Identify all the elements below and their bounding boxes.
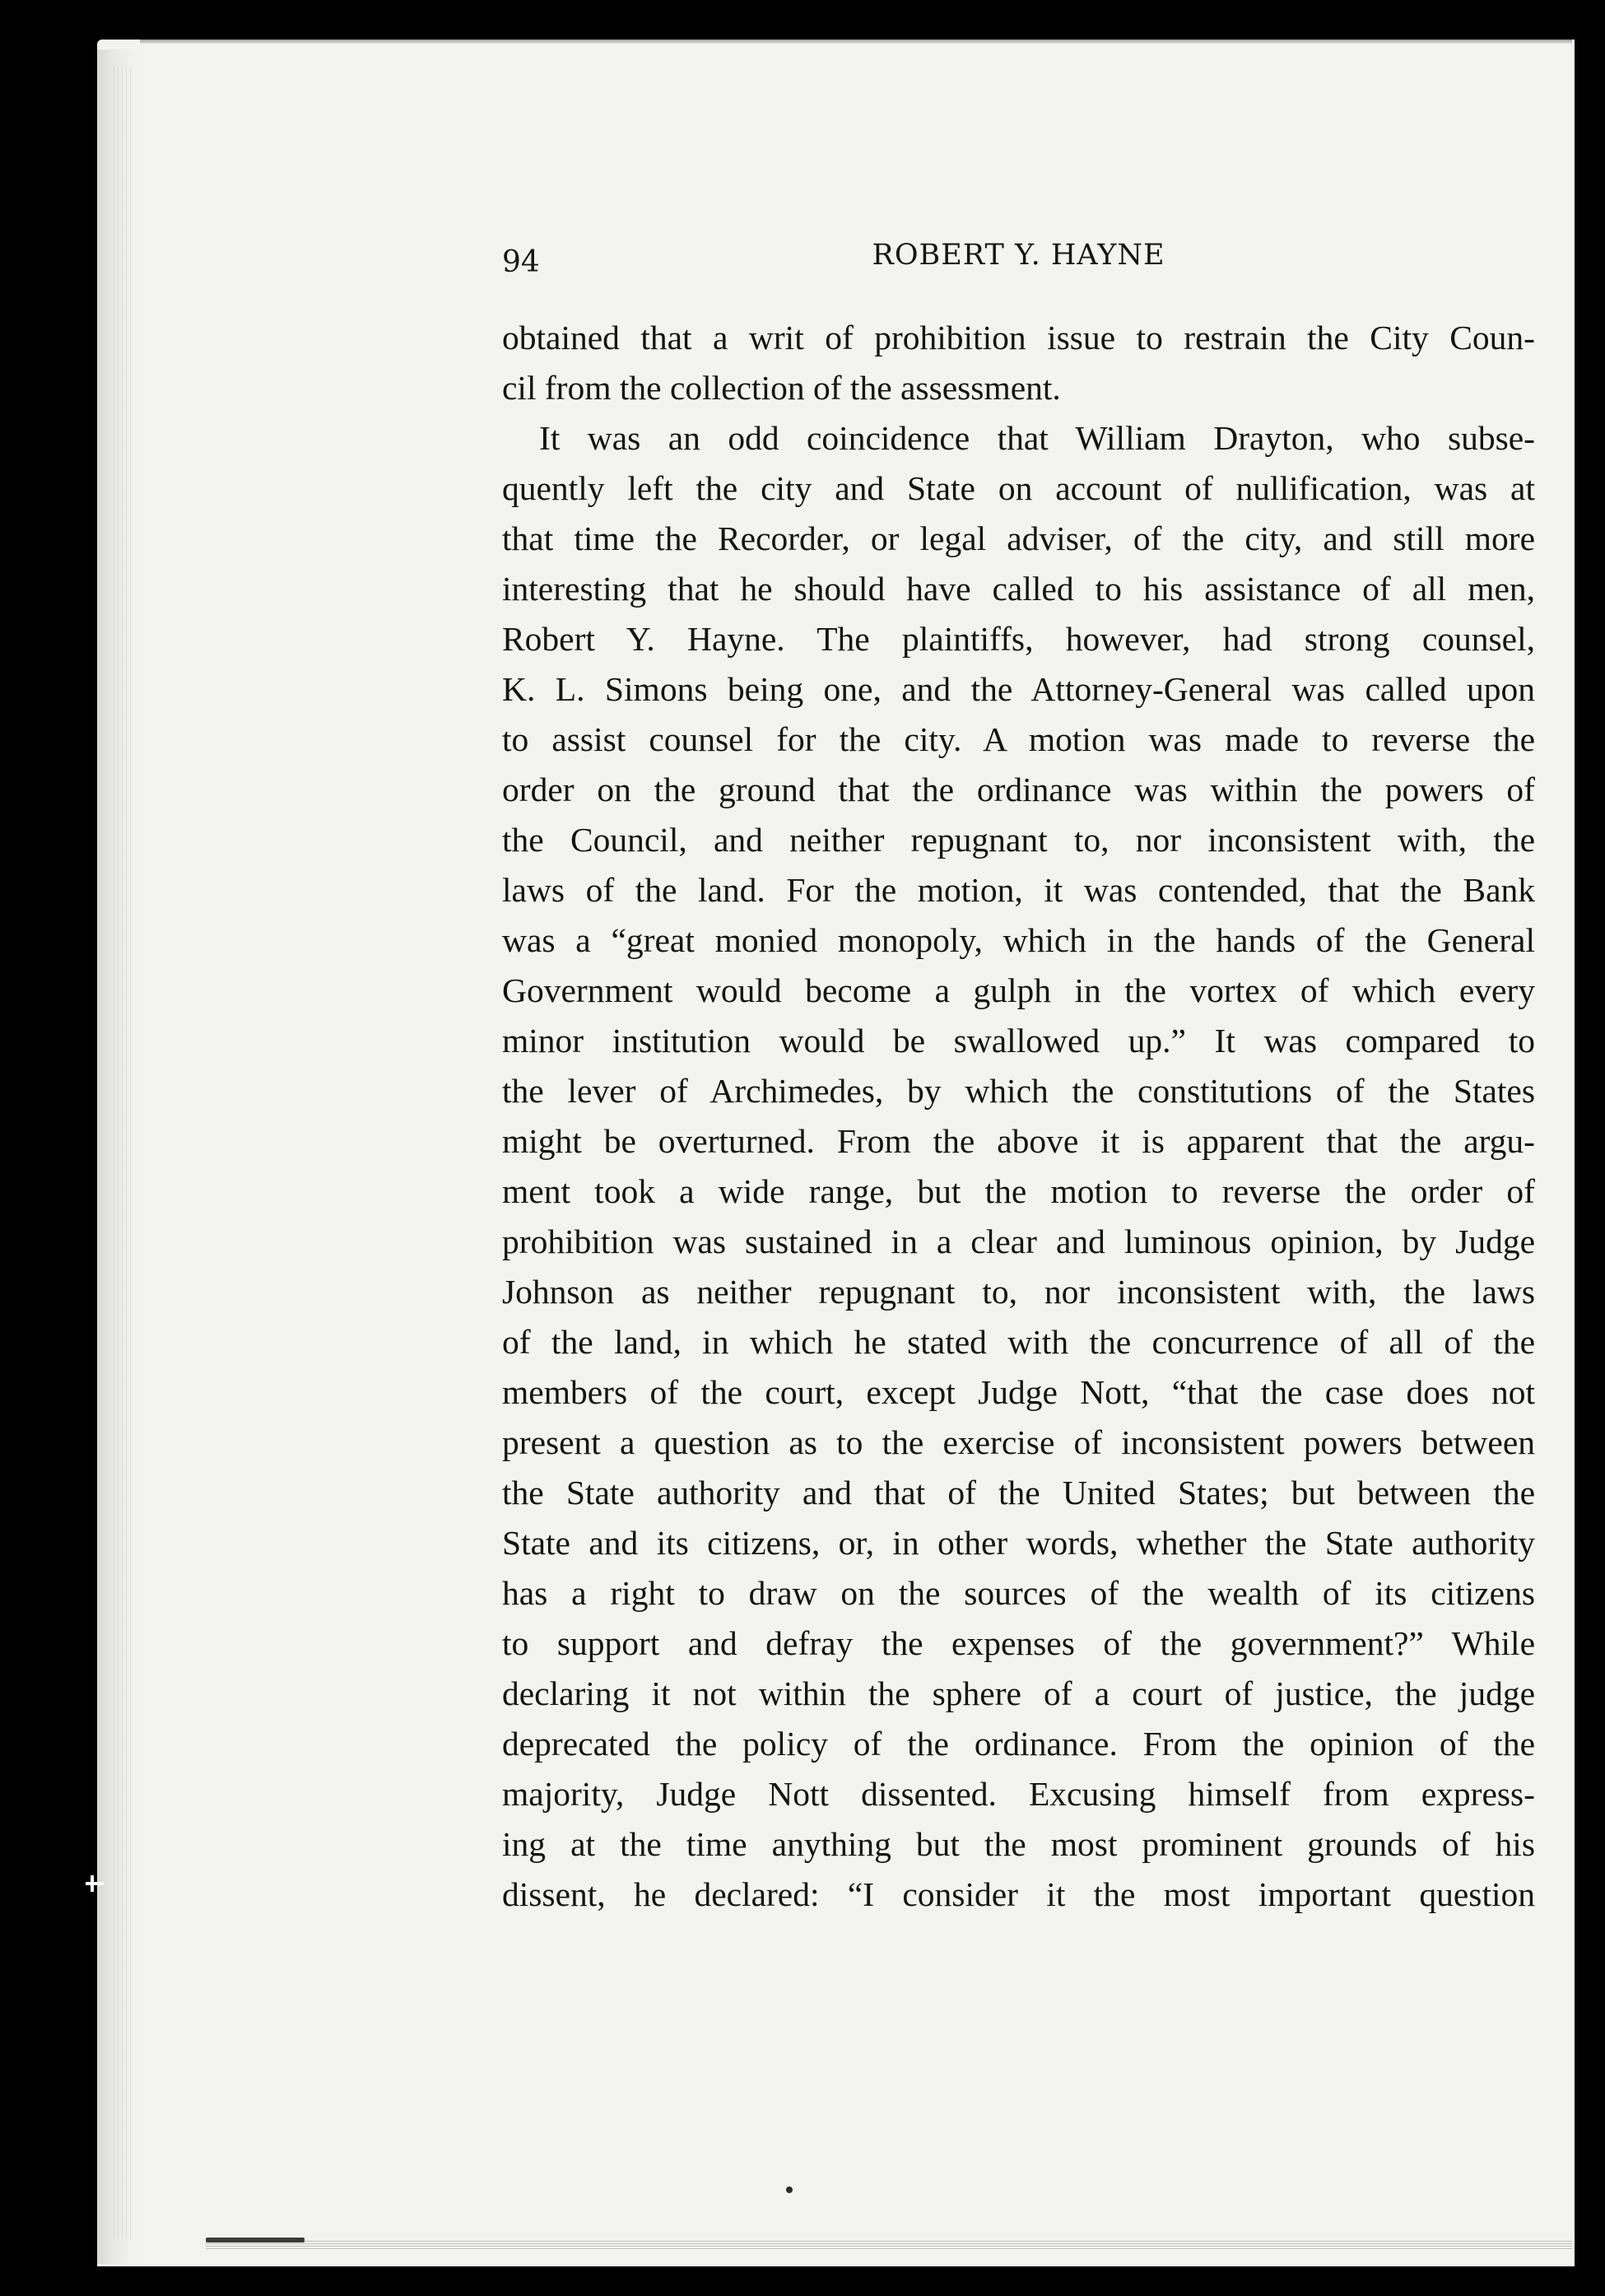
text-line: ment took a wide range, but the motion to reverse the order of: [502, 1172, 1535, 1210]
text-line: order on the ground that the ordinance was within the powers of: [502, 771, 1535, 808]
binding-mark: [206, 2238, 305, 2242]
binding-tick-mark-vertical: [91, 1875, 94, 1892]
text-line: minor institution would be swallowed up.” It was compared to: [502, 1022, 1535, 1060]
text-line: cil from the collection of the assessment.: [502, 369, 1061, 407]
text-line: deprecated the policy of the ordinance. From the opinion of the: [502, 1725, 1535, 1763]
text-line: the State authority and that of the United States; but between the: [502, 1474, 1535, 1511]
text-line: might be overturned. From the above it is apparent that the argu-: [502, 1122, 1535, 1160]
page-top-edge: [140, 40, 1572, 44]
text-line: State and its citizens, or, in other words, whether the State authority: [502, 1524, 1535, 1562]
text-line: quently left the city and State on account of nullification, was at: [502, 469, 1535, 507]
text-line: majority, Judge Nott dissented. Excusing himself from express-: [502, 1775, 1535, 1813]
text-line: interesting that he should have called to his assistance of all men,: [502, 570, 1535, 608]
body-text: [502, 313, 1535, 1920]
text-line: of the land, in which he stated with the concurrence of all of the: [502, 1323, 1535, 1361]
text-line: present a question as to the exercise of inconsistent powers between: [502, 1423, 1535, 1461]
page-number: 94: [502, 245, 540, 279]
text-line: was a “great monied monopoly, which in the hands of the General: [502, 921, 1535, 959]
text-line: has a right to draw on the sources of the wealth of its citizens: [502, 1574, 1535, 1612]
text-line: to support and defray the expenses of the government?” While: [502, 1624, 1535, 1662]
text-line: Robert Y. Hayne. The plaintiffs, however, had strong counsel,: [502, 620, 1535, 658]
text-line: ing at the time anything but the most prominent grounds of his: [502, 1825, 1535, 1863]
text-line: the Council, and neither repugnant to, nor inconsistent with, the: [502, 821, 1535, 859]
text-line: dissent, he declared: “I consider it the most important question: [502, 1875, 1535, 1913]
text-line: members of the court, except Judge Nott, “that the case does not: [502, 1373, 1535, 1411]
text-line: Government would become a gulph in the vortex of which every: [502, 971, 1535, 1009]
text-line: prohibition was sustained in a clear and luminous opinion, by Judge: [502, 1223, 1535, 1260]
text-line: the lever of Archimedes, by which the constitutions of the States: [502, 1072, 1535, 1110]
text-line: Johnson as neither repugnant to, nor inconsistent with, the laws: [502, 1273, 1535, 1311]
text-line: laws of the land. For the motion, it was contended, that the Bank: [502, 871, 1535, 909]
binding-tick-mark: [86, 1882, 104, 1885]
text-line: to assist counsel for the city. A motion was made to reverse the: [502, 720, 1535, 758]
text-line: obtained that a writ of prohibition issue to restrain the City Coun-: [502, 319, 1535, 356]
text-line: declaring it not within the sphere of a court of justice, the judge: [502, 1674, 1535, 1712]
page-stack-edges: [114, 66, 132, 2239]
text-line: It was an odd coincidence that William Drayton, who subse-: [539, 419, 1535, 457]
page-header: [502, 239, 1535, 288]
running-head: ROBERT Y. HAYNE: [872, 239, 1165, 272]
page-bottom-edge: [206, 2241, 1572, 2249]
text-line: K. L. Simons being one, and the Attorney-General was called upon: [502, 670, 1535, 708]
text-line: that time the Recorder, or legal adviser, of the city, and still more: [502, 519, 1535, 557]
dust-speck: [786, 2187, 793, 2193]
